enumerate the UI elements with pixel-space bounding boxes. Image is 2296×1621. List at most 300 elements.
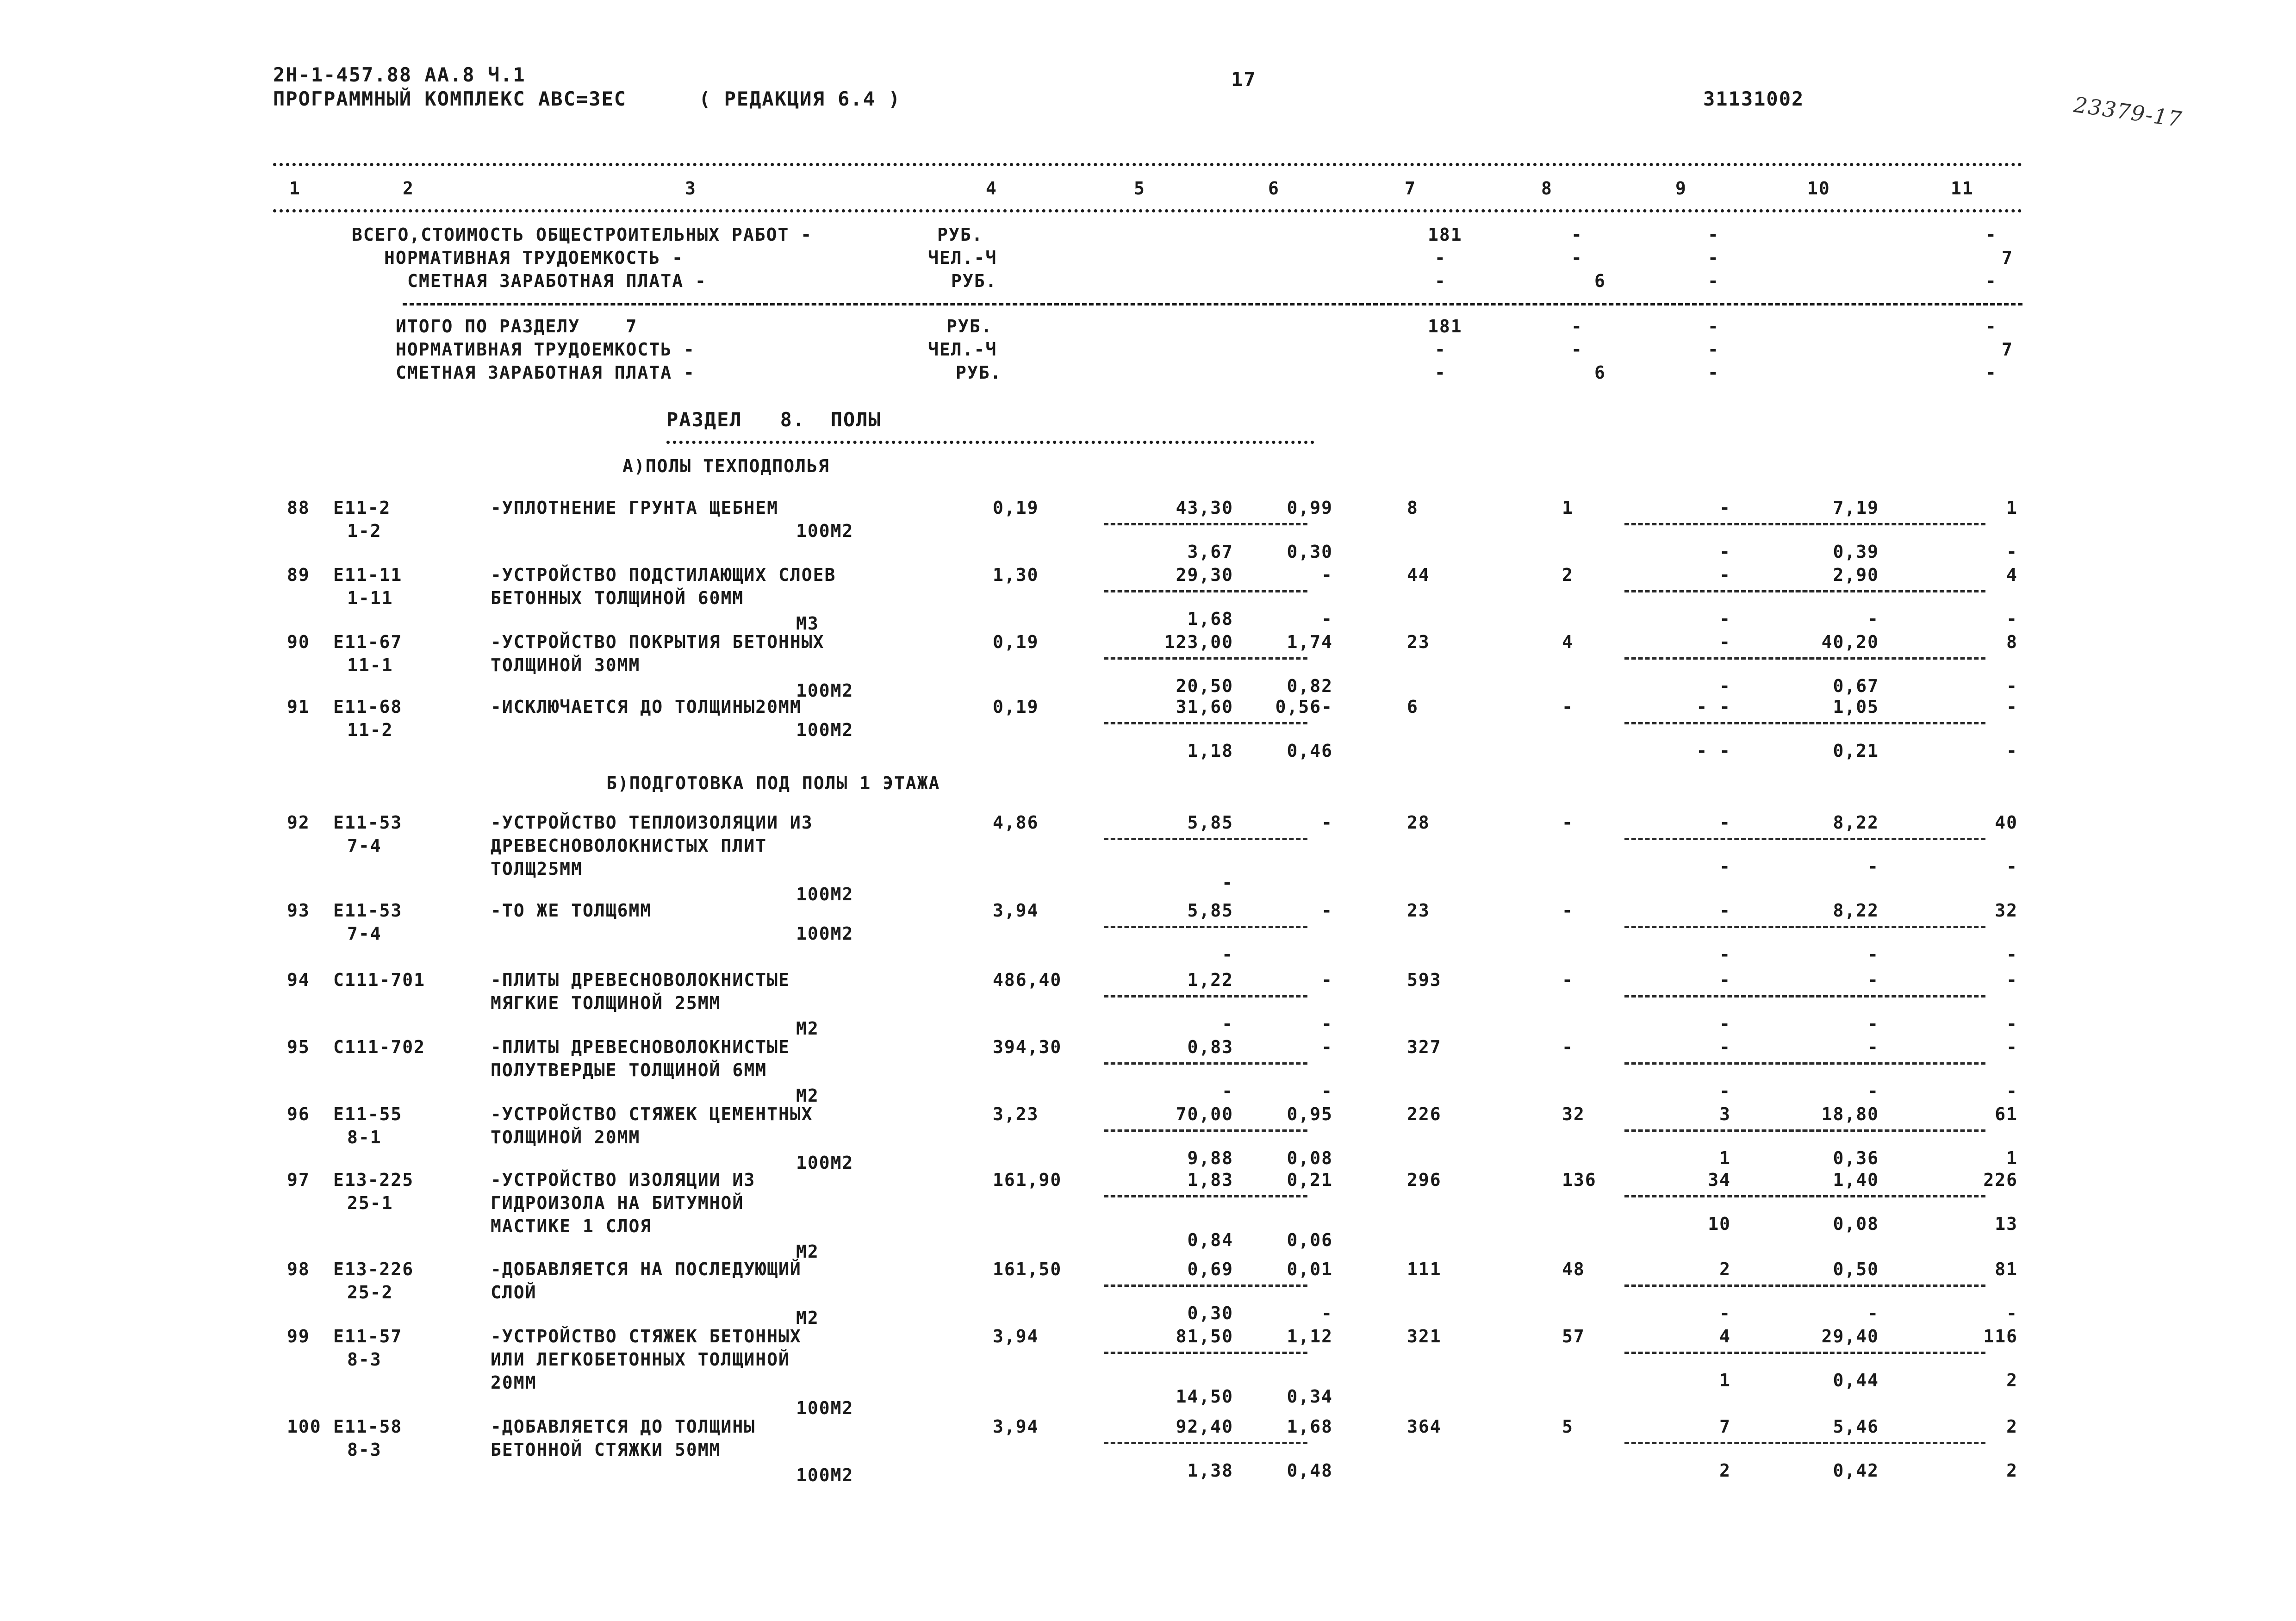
labor-total: 4 [2006, 565, 2018, 585]
unit-cost-machines: 1,68 [1287, 1416, 1333, 1437]
work-description: -УПЛОТНЕНИЕ ГРУНТА ЩЕБНЕМ [491, 498, 778, 518]
labor-total: - [2006, 970, 2018, 990]
total-machines: - [1562, 697, 1574, 717]
labor-machinists-total: - [2006, 542, 2018, 562]
unit-cost-wages: 1,38 [1187, 1460, 1233, 1481]
total-machines: 32 [1562, 1104, 1585, 1124]
rate-subcode: 25-1 [347, 1193, 393, 1213]
section-total-r1-c8: - [1571, 316, 1583, 337]
work-description: ИЛИ ЛЕГКОБЕТОННЫХ ТОЛЩИНОЙ [491, 1349, 790, 1370]
unit-cost-total: 29,30 [1176, 565, 1233, 585]
unit-cost-divider [1104, 926, 1307, 928]
labor-machinists-per-unit: 0,21 [1833, 741, 1879, 761]
labor-machinists-per-unit: 0,36 [1833, 1148, 1879, 1168]
unit-cost-total: 81,50 [1176, 1326, 1233, 1347]
unit-cost-wages: 1,68 [1187, 609, 1233, 629]
col-header-8: 8 [1541, 178, 1553, 199]
unit-cost-wages: 14,50 [1176, 1386, 1233, 1407]
labor-machinists-per-unit: 0,39 [1833, 542, 1879, 562]
col-header-4: 4 [986, 178, 997, 199]
unit-cost-total: 123,00 [1164, 632, 1233, 652]
unit-cost-machine-wages: - [1321, 1014, 1333, 1034]
section-total-r2-c11: 7 [2002, 339, 2013, 360]
labor-machinists-total: 2 [2006, 1370, 2018, 1390]
labor-machinists: 2 [1719, 1460, 1731, 1481]
section-total-unit-wage: РУБ. [956, 362, 1002, 383]
program-edition: ( РЕДАКЦИЯ 6.4 ) [699, 87, 901, 110]
labor-divider [1782, 523, 1985, 525]
total-machines: - [1562, 970, 1574, 990]
total-cost: 364 [1407, 1416, 1442, 1437]
work-description: -ДОБАВЛЯЕТСЯ ДО ТОЛЩИНЫ [491, 1416, 756, 1437]
labor-machinists: - [1719, 1081, 1731, 1101]
unit-cost-total: 43,30 [1176, 498, 1233, 518]
unit-of-measure: М2 [796, 1241, 819, 1262]
unit-cost-machine-wages: 0,06 [1287, 1230, 1333, 1250]
unit-cost-total: 70,00 [1176, 1104, 1233, 1124]
labor-workers: - - [1696, 697, 1731, 717]
labor-machinists-per-unit: 0,08 [1833, 1214, 1879, 1234]
rate-code: Е11-68 [333, 697, 403, 717]
total-cost: 23 [1407, 632, 1430, 652]
labor-divider [1782, 657, 1985, 660]
quantity: 394,30 [993, 1037, 1062, 1057]
row-number: 93 [287, 900, 310, 921]
totals-unit-wage: РУБ. [951, 271, 997, 291]
unit-of-measure: 100М2 [796, 1398, 854, 1418]
rate-subcode: 7-4 [347, 835, 382, 856]
table-top-rule [273, 163, 2022, 166]
labor-workers: - [1719, 498, 1731, 518]
unit-cost-total: 1,83 [1187, 1170, 1233, 1190]
rate-subcode: 8-1 [347, 1127, 382, 1147]
page-number: 17 [1231, 68, 1257, 91]
labor-total: 32 [1995, 900, 2018, 921]
totals-label-wage: СМЕТНАЯ ЗАРАБОТНАЯ ПЛАТА - [407, 271, 707, 291]
unit-cost-divider [1104, 1284, 1307, 1287]
labor-divider [1782, 1129, 1985, 1132]
unit-cost-machines: 1,74 [1287, 632, 1333, 652]
row-number: 100 [287, 1416, 322, 1437]
work-description: ПОЛУТВЕРДЫЕ ТОЛЩИНОЙ 6ММ [491, 1060, 767, 1080]
unit-cost-total: 5,85 [1187, 900, 1233, 921]
labor-workers: - [1719, 812, 1731, 833]
unit-cost-machines: - [1321, 900, 1333, 921]
labor-machinists: - [1719, 542, 1731, 562]
quantity: 486,40 [993, 970, 1062, 990]
labor-machinists: - [1719, 1303, 1731, 1323]
labor-per-unit: 40,20 [1821, 632, 1879, 652]
work-description: -УСТРОЙСТВО ПОДСТИЛАЮЩИХ СЛОЕВ [491, 565, 836, 585]
totals-r3-c7: - [1435, 271, 1446, 291]
unit-cost-machines: 0,99 [1287, 498, 1333, 518]
total-machines: - [1562, 900, 1574, 921]
total-machines: 48 [1562, 1259, 1585, 1279]
labor-machinists-total: - [2006, 1014, 2018, 1034]
unit-of-measure: М2 [796, 1018, 819, 1039]
work-description: -ПЛИТЫ ДРЕВЕСНОВОЛОКНИСТЫЕ [491, 970, 790, 990]
quantity: 0,19 [993, 498, 1039, 518]
row-number: 88 [287, 498, 310, 518]
unit-cost-machine-wages: - [1321, 1303, 1333, 1323]
labor-workers: - [1719, 900, 1731, 921]
labor-machinists-total: 13 [1995, 1214, 2018, 1234]
rate-code: Е11-67 [333, 632, 403, 652]
labor-workers: 4 [1719, 1326, 1731, 1347]
rate-code: Е11-2 [333, 498, 391, 518]
section-total-r2-c9: - [1708, 339, 1719, 360]
labor-total: 40 [1995, 812, 2018, 833]
quantity: 161,90 [993, 1170, 1062, 1190]
labor-machinists: - [1719, 944, 1731, 965]
labor-total: 8 [2006, 632, 2018, 652]
rate-code: Е13-226 [333, 1259, 414, 1279]
unit-cost-divider [1104, 722, 1307, 724]
section-total-r1-c9: - [1708, 316, 1719, 337]
unit-cost-machine-wages: 0,82 [1287, 676, 1333, 696]
total-machines: 5 [1562, 1416, 1574, 1437]
labor-per-unit: 2,90 [1833, 565, 1879, 585]
work-description: 20ММ [491, 1372, 537, 1393]
unit-cost-machines: - [1321, 1037, 1333, 1057]
work-description: ТОЛЩИНОЙ 20ММ [491, 1127, 641, 1147]
labor-total: 116 [1983, 1326, 2018, 1347]
col-header-6: 6 [1268, 178, 1280, 199]
labor-workers: - [1719, 565, 1731, 585]
unit-cost-wages: 3,67 [1187, 542, 1233, 562]
unit-cost-wages: 0,30 [1187, 1303, 1233, 1323]
section-total-unit-cost: РУБ. [946, 316, 993, 337]
labor-workers: 34 [1708, 1170, 1731, 1190]
row-number: 98 [287, 1259, 310, 1279]
labor-machinists-per-unit: - [1867, 1014, 1879, 1034]
unit-cost-machine-wages: - [1321, 609, 1333, 629]
labor-divider [1782, 1195, 1985, 1197]
rate-subcode: 8-3 [347, 1440, 382, 1460]
unit-of-measure: 100М2 [796, 884, 854, 904]
row-number: 92 [287, 812, 310, 833]
unit-cost-machine-wages: 0,08 [1287, 1148, 1333, 1168]
work-description: -УСТРОЙСТВО ИЗОЛЯЦИИ ИЗ [491, 1170, 756, 1190]
labor-machinists-per-unit: 0,44 [1833, 1370, 1879, 1390]
unit-cost-machines: 0,21 [1287, 1170, 1333, 1190]
section-total-r3-c9: - [1708, 362, 1719, 383]
labor-per-unit: - [1867, 1037, 1879, 1057]
program-name: ПРОГРАММНЫЙ КОМПЛЕКС АВС=3ЕС [273, 87, 627, 110]
col-header-5: 5 [1134, 178, 1145, 199]
labor-machinists-per-unit: 0,42 [1833, 1460, 1879, 1481]
unit-cost-divider [1104, 995, 1307, 998]
labor-per-unit: 8,22 [1833, 812, 1879, 833]
unit-cost-divider [1104, 657, 1307, 660]
work-description: -ПЛИТЫ ДРЕВЕСНОВОЛОКНИСТЫЕ [491, 1037, 790, 1057]
row-number: 90 [287, 632, 310, 652]
quantity: 3,94 [993, 900, 1039, 921]
unit-cost-machine-wages: 0,48 [1287, 1460, 1333, 1481]
work-description: -УСТРОЙСТВО СТЯЖЕК ЦЕМЕНТНЫХ [491, 1104, 813, 1124]
col-header-2: 2 [403, 178, 414, 199]
unit-cost-divider [1104, 1442, 1307, 1444]
section-total-r2-c8: - [1571, 339, 1583, 360]
labor-workers: 2 [1719, 1259, 1731, 1279]
work-description: МЯГКИЕ ТОЛЩИНОЙ 25ММ [491, 993, 721, 1013]
labor-divider [1782, 590, 1985, 592]
section-total-label-wage: СМЕТНАЯ ЗАРАБОТНАЯ ПЛАТА - [396, 362, 695, 383]
handwritten-stamp: 23379-17 [2072, 92, 2184, 132]
work-description: ГИДРОИЗОЛА НА БИТУМНОЙ [491, 1193, 744, 1213]
totals-r1-c7: 181 [1428, 224, 1462, 245]
work-description: ТОЛЩ25ММ [491, 859, 583, 879]
labor-workers: 7 [1719, 1416, 1731, 1437]
labor-machinists: - [1719, 676, 1731, 696]
unit-cost-machines: - [1321, 970, 1333, 990]
work-description: ДРЕВЕСНОВОЛОКНИСТЫХ ПЛИТ [491, 835, 767, 856]
section-title-underline [666, 441, 1314, 444]
unit-cost-wages: - [1222, 1081, 1233, 1101]
rate-code: С111-702 [333, 1037, 426, 1057]
quantity: 0,19 [993, 697, 1039, 717]
quantity: 3,23 [993, 1104, 1039, 1124]
labor-divider [1782, 722, 1985, 724]
labor-divider [1782, 1062, 1985, 1065]
rate-subcode: 11-2 [347, 720, 393, 740]
total-cost: 23 [1407, 900, 1430, 921]
totals-r2-c7: - [1435, 248, 1446, 268]
total-cost: 296 [1407, 1170, 1442, 1190]
unit-of-measure: 100М2 [796, 1153, 854, 1173]
labor-machinists: 1 [1719, 1370, 1731, 1390]
unit-cost-machines: 1,12 [1287, 1326, 1333, 1347]
rate-code: С111-701 [333, 970, 426, 990]
unit-of-measure: М2 [796, 1308, 819, 1328]
col-header-9: 9 [1675, 178, 1687, 199]
labor-machinists: - [1719, 856, 1731, 877]
unit-cost-machine-wages: - [1321, 1081, 1333, 1101]
section-total-r1-c11: - [1985, 316, 1997, 337]
unit-of-measure: 100М2 [796, 1465, 854, 1485]
work-description: -УСТРОЙСТВО ПОКРЫТИЯ БЕТОННЫХ [491, 632, 825, 652]
total-machines: 1 [1562, 498, 1574, 518]
quantity: 0,19 [993, 632, 1039, 652]
unit-cost-total: 0,83 [1187, 1037, 1233, 1057]
row-number: 94 [287, 970, 310, 990]
unit-cost-wages: - [1222, 944, 1233, 965]
labor-total: - [2006, 1037, 2018, 1057]
unit-cost-wages: 9,88 [1187, 1148, 1233, 1168]
rate-code: Е11-55 [333, 1104, 403, 1124]
labor-machinists-per-unit: - [1867, 1303, 1879, 1323]
totals-r3-c9: - [1708, 271, 1719, 291]
quantity: 3,94 [993, 1326, 1039, 1347]
labor-machinists-per-unit: - [1867, 944, 1879, 965]
labor-machinists-total: - [2006, 1081, 2018, 1101]
total-cost: 321 [1407, 1326, 1442, 1347]
labor-total: 2 [2006, 1416, 2018, 1437]
subsection-b-title: Б)ПОДГОТОВКА ПОД ПОЛЫ 1 ЭТАЖА [606, 773, 940, 793]
labor-divider [1782, 1442, 1985, 1444]
section-total-r2-c7: - [1435, 339, 1446, 360]
col-header-10: 10 [1807, 178, 1830, 199]
unit-cost-divider [1104, 838, 1307, 840]
unit-cost-machine-wages: 0,30 [1287, 542, 1333, 562]
labor-workers: - [1719, 970, 1731, 990]
row-number: 99 [287, 1326, 310, 1347]
unit-cost-divider [1104, 1129, 1307, 1132]
unit-cost-machine-wages: 0,34 [1287, 1386, 1333, 1407]
total-cost: 44 [1407, 565, 1430, 585]
rate-code: Е13-225 [333, 1170, 414, 1190]
unit-cost-total: 92,40 [1176, 1416, 1233, 1437]
rate-subcode: 8-3 [347, 1349, 382, 1370]
unit-of-measure: 100М2 [796, 923, 854, 944]
labor-machinists-total: 1 [2006, 1148, 2018, 1168]
section-total-r3-c7: - [1435, 362, 1446, 383]
totals-r3-c11: - [1985, 271, 1997, 291]
labor-workers: - [1719, 632, 1731, 652]
labor-divider [1782, 1352, 1985, 1354]
totals-r1-c11: - [1985, 224, 1997, 245]
labor-divider [1782, 1284, 1985, 1287]
labor-per-unit: 7,19 [1833, 498, 1879, 518]
subsection-a-title: А)ПОЛЫ ТЕХПОДПОЛЬЯ [622, 456, 830, 476]
unit-cost-divider [1104, 1062, 1307, 1065]
quantity: 1,30 [993, 565, 1039, 585]
rate-subcode: 25-2 [347, 1282, 393, 1303]
section-total-label-cost: ИТОГО ПО РАЗДЕЛУ 7 [396, 316, 638, 337]
total-cost: 593 [1407, 970, 1442, 990]
labor-machinists-per-unit: - [1867, 1081, 1879, 1101]
col-header-1: 1 [289, 178, 301, 199]
row-number: 95 [287, 1037, 310, 1057]
section-total-unit-labor: ЧЕЛ.-Ч [928, 339, 997, 360]
total-machines: 57 [1562, 1326, 1585, 1347]
totals-r1-c8: - [1571, 224, 1583, 245]
unit-of-measure: М2 [796, 1085, 819, 1106]
work-description: БЕТОННЫХ ТОЛЩИНОЙ 60ММ [491, 588, 744, 608]
row-number: 96 [287, 1104, 310, 1124]
col-header-3: 3 [685, 178, 697, 199]
labor-per-unit: 8,22 [1833, 900, 1879, 921]
row-number: 89 [287, 565, 310, 585]
unit-cost-wages: 20,50 [1176, 676, 1233, 696]
total-machines: - [1562, 812, 1574, 833]
work-description: -ИСКЛЮЧАЕТСЯ ДО ТОЛЩИНЫ20ММ [491, 697, 802, 717]
rate-subcode: 1-2 [347, 521, 382, 541]
labor-machinists: - [1719, 1014, 1731, 1034]
rate-code: Е11-11 [333, 565, 403, 585]
labor-per-unit: 0,50 [1833, 1259, 1879, 1279]
labor-total: 1 [2006, 498, 2018, 518]
totals-label-labor: НОРМАТИВНАЯ ТРУДОЕМКОСТЬ - [384, 248, 684, 268]
unit-cost-total: 31,60 [1176, 697, 1233, 717]
unit-cost-divider [1104, 1195, 1307, 1197]
row-number: 91 [287, 697, 310, 717]
totals-r2-c11: 7 [2002, 248, 2013, 268]
col-header-7: 7 [1405, 178, 1416, 199]
labor-machinists-total: - [2006, 741, 2018, 761]
unit-of-measure: 100М2 [796, 680, 854, 701]
section-total-label-labor: НОРМАТИВНАЯ ТРУДОЕМКОСТЬ - [396, 339, 695, 360]
unit-cost-divider [1104, 1352, 1307, 1354]
unit-cost-total: 0,69 [1187, 1259, 1233, 1279]
section-total-r1-c7: 181 [1428, 316, 1462, 337]
labor-divider [1782, 838, 1985, 840]
total-cost: 28 [1407, 812, 1430, 833]
unit-cost-machines: - [1321, 812, 1333, 833]
labor-machinists-total: - [2006, 1303, 2018, 1323]
rate-subcode: 7-4 [347, 923, 382, 944]
unit-cost-divider [1104, 523, 1307, 525]
labor-divider [1782, 926, 1985, 928]
labor-machinists: 1 [1719, 1148, 1731, 1168]
labor-machinists-per-unit: 0,67 [1833, 676, 1879, 696]
labor-machinists: - [1719, 609, 1731, 629]
rate-subcode: 11-1 [347, 655, 393, 675]
labor-total: - [2006, 697, 2018, 717]
labor-machinists-per-unit: - [1867, 856, 1879, 877]
work-description: -ТО ЖЕ ТОЛЩ6ММ [491, 900, 652, 921]
quantity: 3,94 [993, 1416, 1039, 1437]
labor-per-unit: 1,05 [1833, 697, 1879, 717]
labor-workers: - [1719, 1037, 1731, 1057]
labor-machinists-total: - [2006, 944, 2018, 965]
total-machines: 136 [1562, 1170, 1597, 1190]
unit-cost-total: 5,85 [1187, 812, 1233, 833]
unit-of-measure: 100М2 [796, 720, 854, 740]
unit-cost-wages: 0,84 [1187, 1230, 1233, 1250]
work-description: МАСТИКЕ 1 СЛОЯ [491, 1216, 652, 1236]
unit-of-measure: М3 [796, 613, 819, 634]
totals-r2-c8: - [1571, 248, 1583, 268]
labor-machinists: 10 [1708, 1214, 1731, 1234]
total-cost: 8 [1407, 498, 1419, 518]
section-total-r3-c11: - [1985, 362, 1997, 383]
labor-workers: 3 [1719, 1104, 1731, 1124]
row-number: 97 [287, 1170, 310, 1190]
labor-machinists-total: - [2006, 676, 2018, 696]
totals-unit-labor: ЧЕЛ.-Ч [928, 248, 997, 268]
total-cost: 111 [1407, 1259, 1442, 1279]
rate-code: Е11-53 [333, 900, 403, 921]
labor-machinists-total: 2 [2006, 1460, 2018, 1481]
totals-unit-cost: РУБ. [937, 224, 983, 245]
work-description: ТОЛЩИНОЙ 30ММ [491, 655, 641, 675]
totals-r3-c8: 6 [1594, 271, 1606, 291]
totals-r2-c9: - [1708, 248, 1719, 268]
unit-cost-machines: 0,56- [1275, 697, 1333, 717]
unit-cost-machines: - [1321, 565, 1333, 585]
work-description: БЕТОННОЙ СТЯЖКИ 50ММ [491, 1440, 721, 1460]
labor-per-unit: 18,80 [1821, 1104, 1879, 1124]
unit-cost-wages: 1,18 [1187, 741, 1233, 761]
total-machines: - [1562, 1037, 1574, 1057]
totals-separator [403, 303, 2022, 305]
unit-cost-total: 1,22 [1187, 970, 1233, 990]
work-description: СЛОЙ [491, 1282, 537, 1303]
col-header-11: 11 [1951, 178, 1974, 199]
section-total-r3-c8: 6 [1594, 362, 1606, 383]
unit-cost-wages: - [1222, 1014, 1233, 1034]
unit-cost-machine-wages: 0,46 [1287, 741, 1333, 761]
unit-of-measure: 100М2 [796, 521, 854, 541]
labor-machinists: - - [1696, 741, 1731, 761]
total-cost: 226 [1407, 1104, 1442, 1124]
totals-r1-c9: - [1708, 224, 1719, 245]
work-description: -УСТРОЙСТВО ТЕПЛОИЗОЛЯЦИИ ИЗ [491, 812, 813, 833]
labor-per-unit: 29,40 [1821, 1326, 1879, 1347]
labor-machinists-total: - [2006, 609, 2018, 629]
section-title: РАЗДЕЛ 8. ПОЛЫ [666, 408, 881, 431]
